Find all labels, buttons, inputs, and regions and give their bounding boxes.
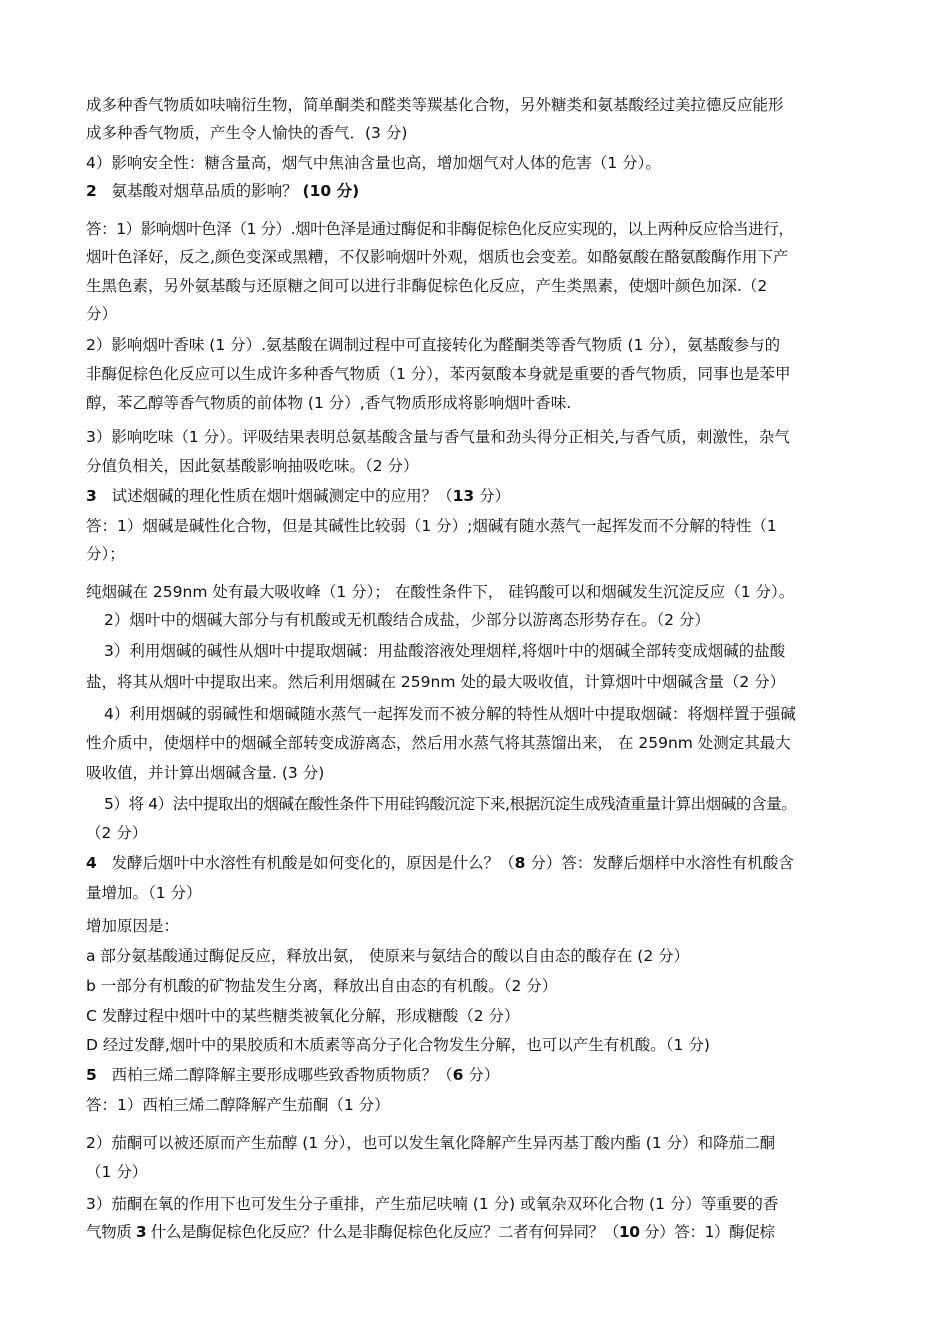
- text-line: 吸收值，并计算出烟碱含量. (3 分): [86, 764, 325, 782]
- question-text: 试述烟碱的理化性质在烟叶烟碱测定中的应用？（: [111, 487, 453, 505]
- question-score: 13: [452, 487, 475, 505]
- question-number: 5: [86, 1066, 97, 1084]
- text-line: 4）影响安全性：糖含量高，烟气中焦油含量也高，增加烟气对人体的危害（1 分）。: [86, 154, 661, 172]
- question-score: 6: [452, 1066, 464, 1084]
- text-line: （2 分）: [86, 824, 148, 842]
- text-line: 4）利用烟碱的弱碱性和烟碱随水蒸气一起挥发而不被分解的特性从烟叶中提取烟碱：将烟样置于强碱: [104, 705, 796, 723]
- text-line: 分值负相关，因此氨基酸影响抽吸吃味。（2 分）: [86, 457, 419, 475]
- question-number: 3: [86, 487, 97, 505]
- text-line: 答：1）影响烟叶色泽（1 分）.烟叶色泽是通过酶促和非酶促棕色化反应实现的，以上两种反应恰当进行，: [86, 220, 794, 238]
- question-text: 什么是酶促棕色化反应？什么是非酶促棕色化反应？二者有何异同？（: [146, 1223, 619, 1241]
- text-line: 3）影响吃味（1 分）。评吸结果表明总氨基酸含量与香气量和劲头得分正相关,与香气质，刺激性，杂气: [86, 428, 790, 446]
- text-line: 答：1）西柏三烯二醇降解产生茄酮（1 分）: [86, 1096, 390, 1114]
- text-line: 3）利用烟碱的碱性从烟叶中提取烟碱：用盐酸溶液处理烟样,将烟叶中的烟碱全部转变成烟碱的盐酸: [104, 642, 786, 660]
- text-line: 2）烟叶中的烟碱大部分与有机酸或无机酸结合成盐，少部分以游离态形势存在。（2 分）: [104, 611, 710, 629]
- question-score: 10: [618, 1223, 640, 1241]
- text-line: 2）茄酮可以被还原而产生茄醇 (1 分），也可以发生氧化降解产生异丙基丁酸内酯 (1 分）和降茄二酮: [86, 1134, 776, 1152]
- text-line: 醇，苯乙醇等香气物质的前体物 (1 分）,香气物质形成将影响烟叶香味.: [86, 394, 572, 412]
- question-heading: 4 发酵后烟叶中水溶性有机酸是如何变化的，原因是什么？（8 分）答：发酵后烟样中水溶性有机酸含: [86, 854, 794, 872]
- text-line: C 发酵过程中烟叶中的某些糖类被氧化分解，形成糖酸（2 分）: [86, 1007, 520, 1025]
- question-number: 3: [135, 1223, 147, 1241]
- question-text: 西柏三烯二醇降解主要形成哪些致香物质物质？（: [111, 1066, 453, 1084]
- question-heading: 3 试述烟碱的理化性质在烟叶烟碱测定中的应用？（13 分）: [86, 487, 511, 505]
- text-line: 量增加。（1 分）: [86, 884, 202, 902]
- question-heading: [86, 181, 359, 201]
- text-line: 非酶促棕色化反应可以生成许多种香气物质（1 分），苯丙氨酸本身就是重要的香气物质，同事也是苯甲: [86, 365, 791, 383]
- text-line: 性介质中，使烟样中的烟碱全部转变成游离态，然后用水蒸气将其蒸馏出来， 在 259nm 处测定其最大: [86, 734, 791, 752]
- text-line: D 经过发酵,烟叶中的果胶质和木质素等高分子化合物发生分解，也可以产生有机酸。（1 分): [86, 1036, 710, 1054]
- question-number: 4: [86, 854, 97, 872]
- text-line: 分）；: [86, 545, 125, 563]
- text-line: 成多种香气物质如呋喃衍生物，简单酮类和醛类等羰基化合物，另外糖类和氨基酸经过美拉德反应能形: [86, 96, 784, 114]
- text-line: 纯烟碱在 259nm 处有最大吸收峰（1 分）； 在酸性条件下， 硅钨酸可以和烟碱发生沉淀反应（1 分）。: [86, 583, 795, 601]
- text-line: 盐，将其从烟叶中提取出来。然后利用烟碱在 259nm 处的最大吸收值，计算烟叶中烟碱含量（2 分）: [86, 673, 786, 691]
- question-heading: 5 西柏三烯二醇降解主要形成哪些致香物质物质？（6 分）: [86, 1066, 500, 1084]
- text-line: 答：1）烟碱是碱性化合物，但是其碱性比较弱（1 分）;烟碱有随水蒸气一起挥发而不分解的特性（1: [86, 517, 777, 535]
- text-line: a 部分氨基酸通过酶促反应，释放出氨， 使原来与氨结合的酸以自由态的酸存在 (2 分）: [86, 947, 690, 965]
- text-line: b 一部分有机酸的矿物盐发生分离，释放出自由态的有机酸。（2 分）: [86, 977, 558, 995]
- text-line: 2）影响烟叶香味 (1 分）.氨基酸在调制过程中可直接转化为醛酮类等香气物质 (1 分），氨基酸参与的: [86, 336, 781, 354]
- question-heading: 气物质 3 什么是酶促棕色化反应？什么是非酶促棕色化反应？二者有何异同？（10 分）答：1）酶促棕: [86, 1223, 775, 1241]
- text-line: （1 分）: [86, 1163, 148, 1181]
- text-line: 增加原因是：: [86, 917, 180, 935]
- question-score: 8: [514, 854, 526, 872]
- question-text: 发酵后烟叶中水溶性有机酸是如何变化的，原因是什么？（: [111, 854, 515, 872]
- text-line: 5）将 4）法中提取出的烟碱在酸性条件下用硅钨酸沉淀下来,根据沉淀生成残渣重量计算出烟碱的含量。: [104, 795, 797, 813]
- text-line: 分）: [86, 305, 118, 323]
- question-text: 氨基酸对烟草品质的影响？: [111, 182, 298, 200]
- question-score: (10 分): [302, 182, 360, 200]
- text-line: 成多种香气物质，产生令人愉快的香气．(3 分): [86, 124, 408, 142]
- question-number: 2: [86, 182, 97, 200]
- text-line: 3）茄酮在氧的作用下也可发生分子重排，产生茄尼呋喃 (1 分) 或氧杂双环化合物 (1 分）等重要的香: [86, 1195, 779, 1213]
- text-line: 生黑色素，另外氨基酸与还原糖之间可以进行非酶促棕色化反应，产生类黑素，使烟叶颜色加深.（2: [86, 277, 768, 295]
- text-line: 烟叶色泽好，反之,颜色变深或黑糟，不仅影响烟叶外观，烟质也会变差。如酪氨酸在酪氨酸酶作用下产: [86, 248, 789, 266]
